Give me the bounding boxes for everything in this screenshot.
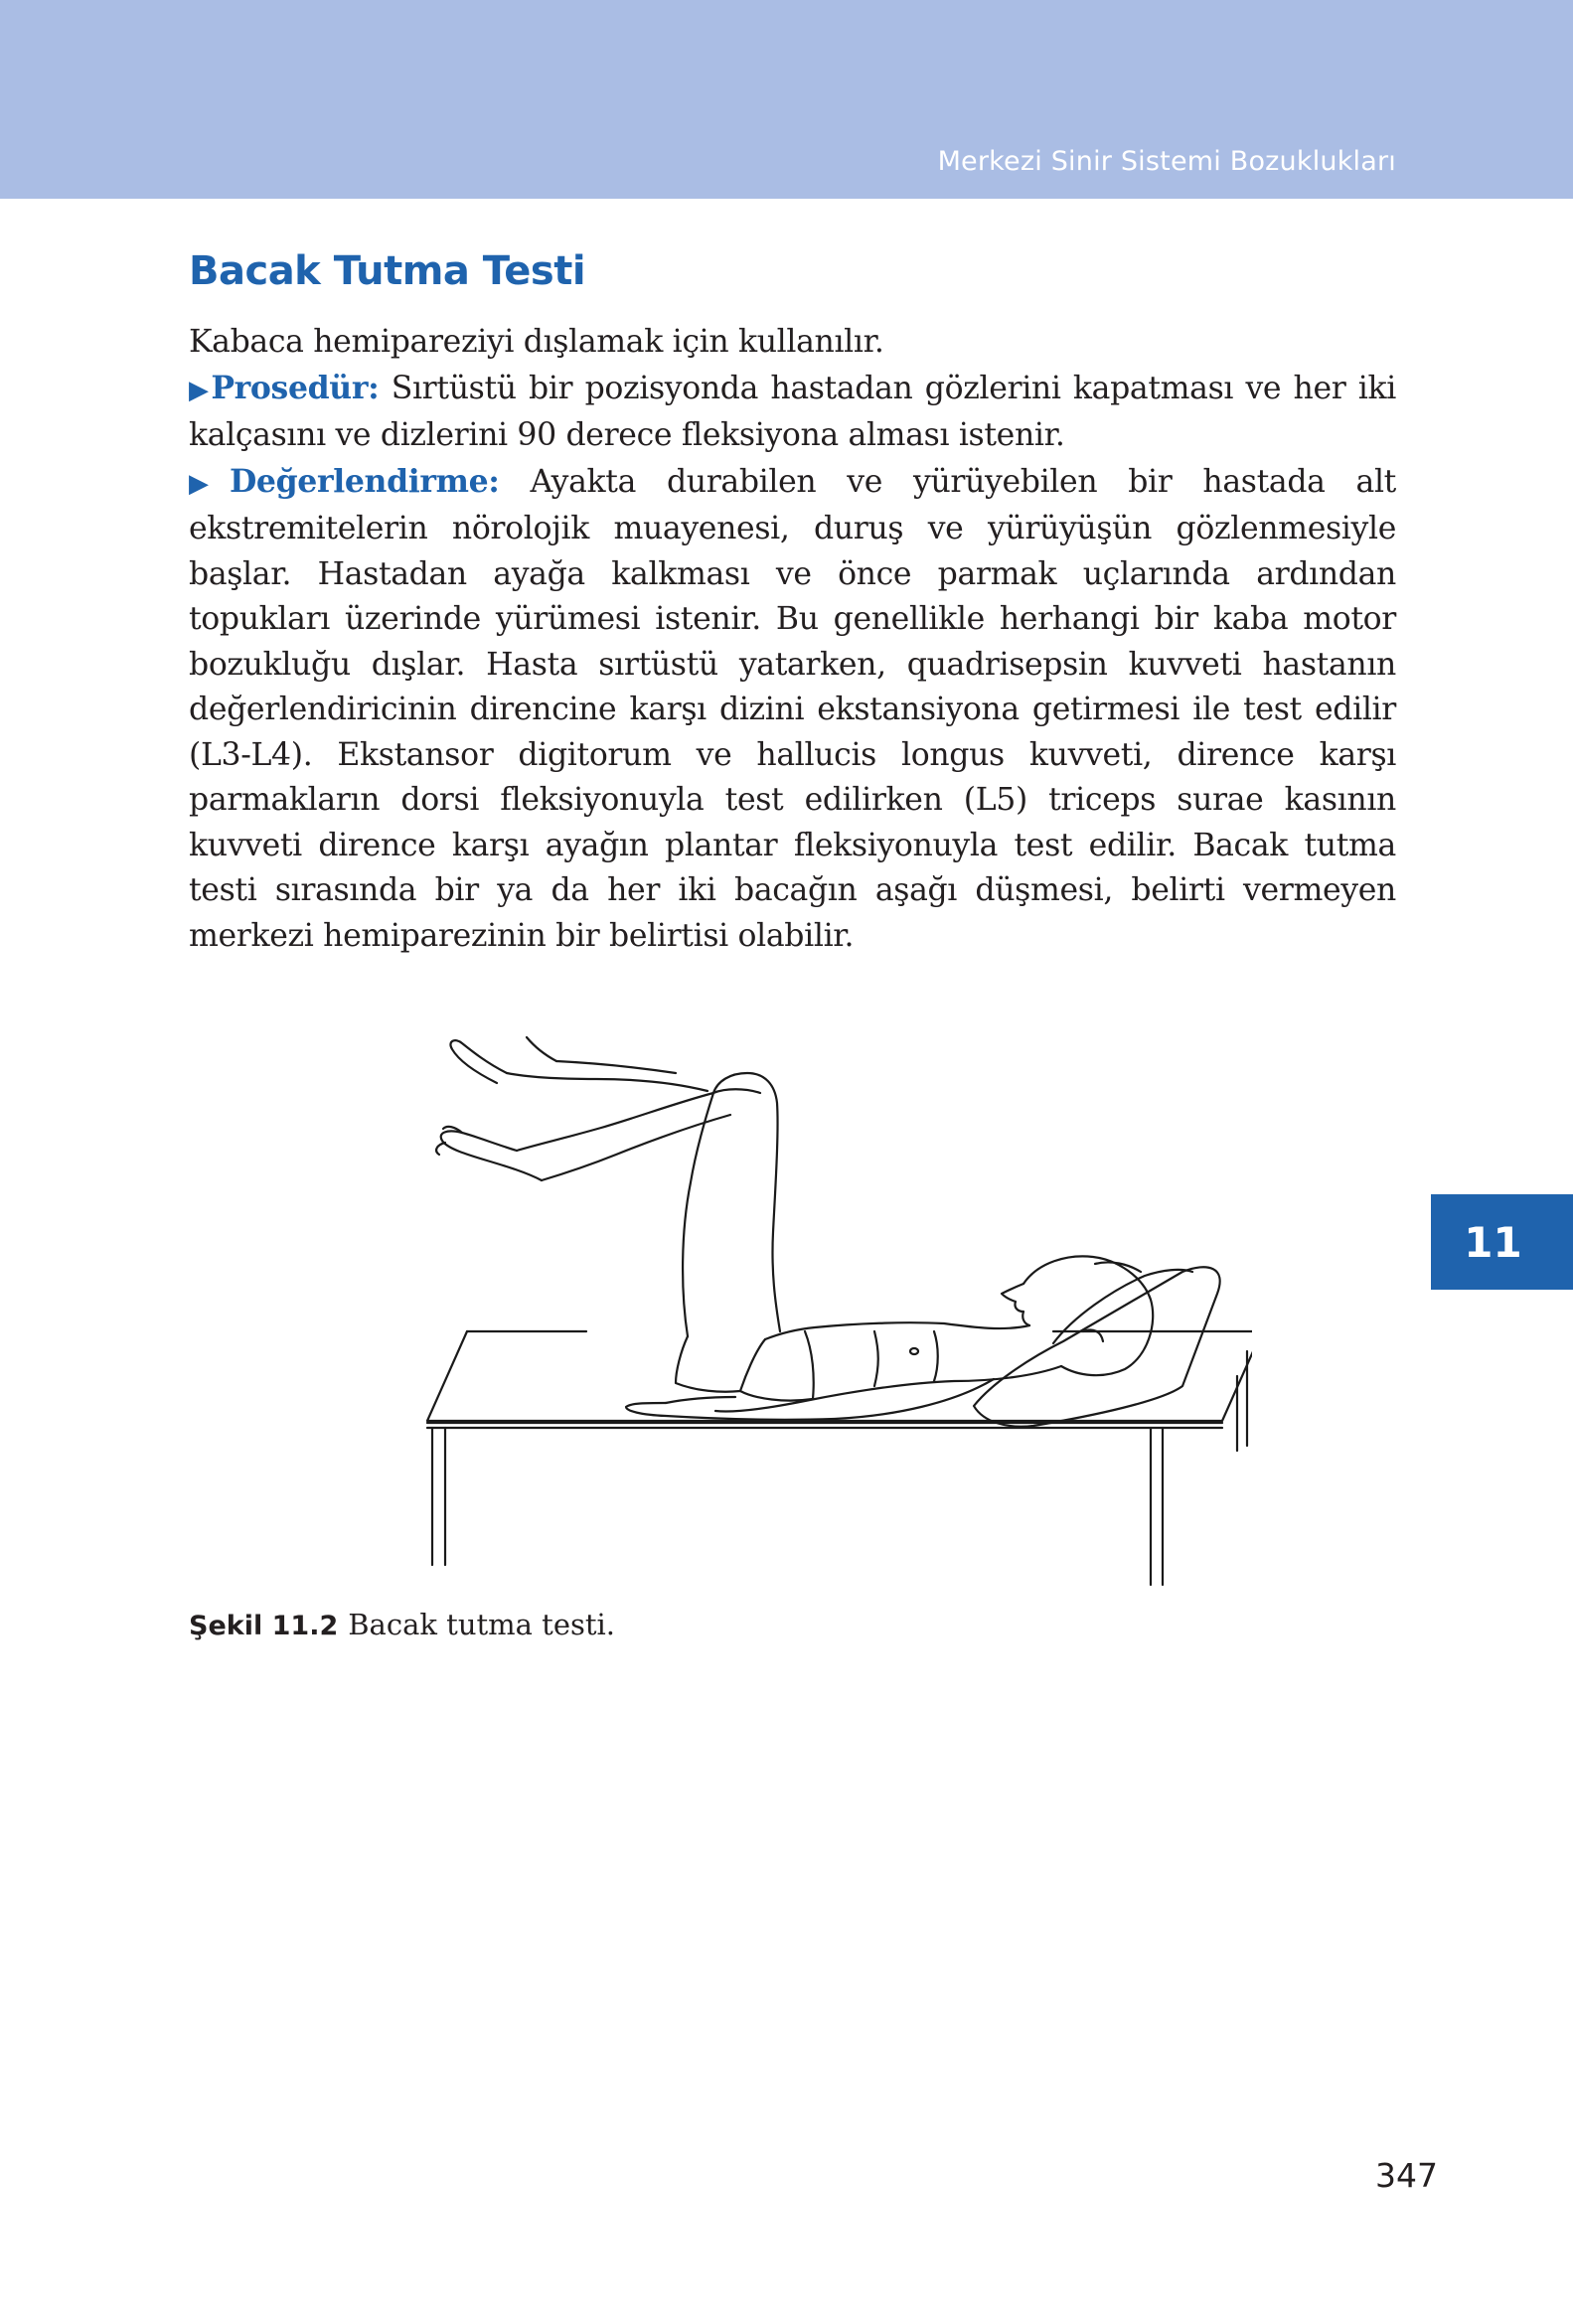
triangle-right-icon: ▶ [189,375,212,405]
leg-hold-test-illustration [338,1033,1252,1590]
procedure-text: Sırtüstü bir pozisyonda hastadan gözlerini kapatması ve her iki kalçasını ve dizlerini 90 derece fleksiyona alması istenir. [189,370,1396,453]
chapter-tab: 11 [1431,1194,1573,1290]
procedure-paragraph [189,366,1396,459]
section-title: Bacak Tutma Testi [189,248,586,294]
evaluation-paragraph [189,459,1396,960]
intro-paragraph: Kabaca hemipareziyi dışlamak için kullanılır. [189,324,884,360]
figure-caption-text: Bacak tutma testi. [348,1608,616,1641]
body-text [189,320,1396,959]
page-number: 347 [1375,2156,1438,2195]
triangle-right-icon: ▶ [189,468,230,499]
figure-label: Şekil 11.2 [189,1611,339,1641]
evaluation-label: Değerlendirme: [229,462,500,500]
procedure-label: Prosedür: [211,369,380,406]
running-head: Merkezi Sinir Sistemi Bozuklukları [937,146,1396,177]
evaluation-text: Ayakta durabilen ve yürüyebilen bir hastada alt ekstremitelerin nörolojik muayenesi, duruş ve yürüyüşün gözlenmesiyle başlar. Hastadan ayağa kalkması ve önce parmak uçlarında ardından topukları üzerinde yürümesi istenir. Bu genellikle herhangi bir kaba motor bozukluğu dışlar. Hasta sırtüstü yatarken, quadrisepsin kuvveti hastanın değerlendiricinin direncine karşı dizini ekstansiyona getirmesi ile test edilir (L3-L4). Ekstansor digitorum ve hallucis longus kuvveti, dirence karşı parmakların dorsi fleksiyonuyla test edilirken (L5) triceps surae kasının kuvveti dirence karşı ayağın plantar fleksiyonuyla test edilir. Bacak tutma testi sırasında bir ya da her iki bacağın aşağı düşmesi, belirti vermeyen merkezi hemiparezinin bir belirtisi olabilir. [189,463,1396,954]
figure-caption [189,1608,615,1641]
